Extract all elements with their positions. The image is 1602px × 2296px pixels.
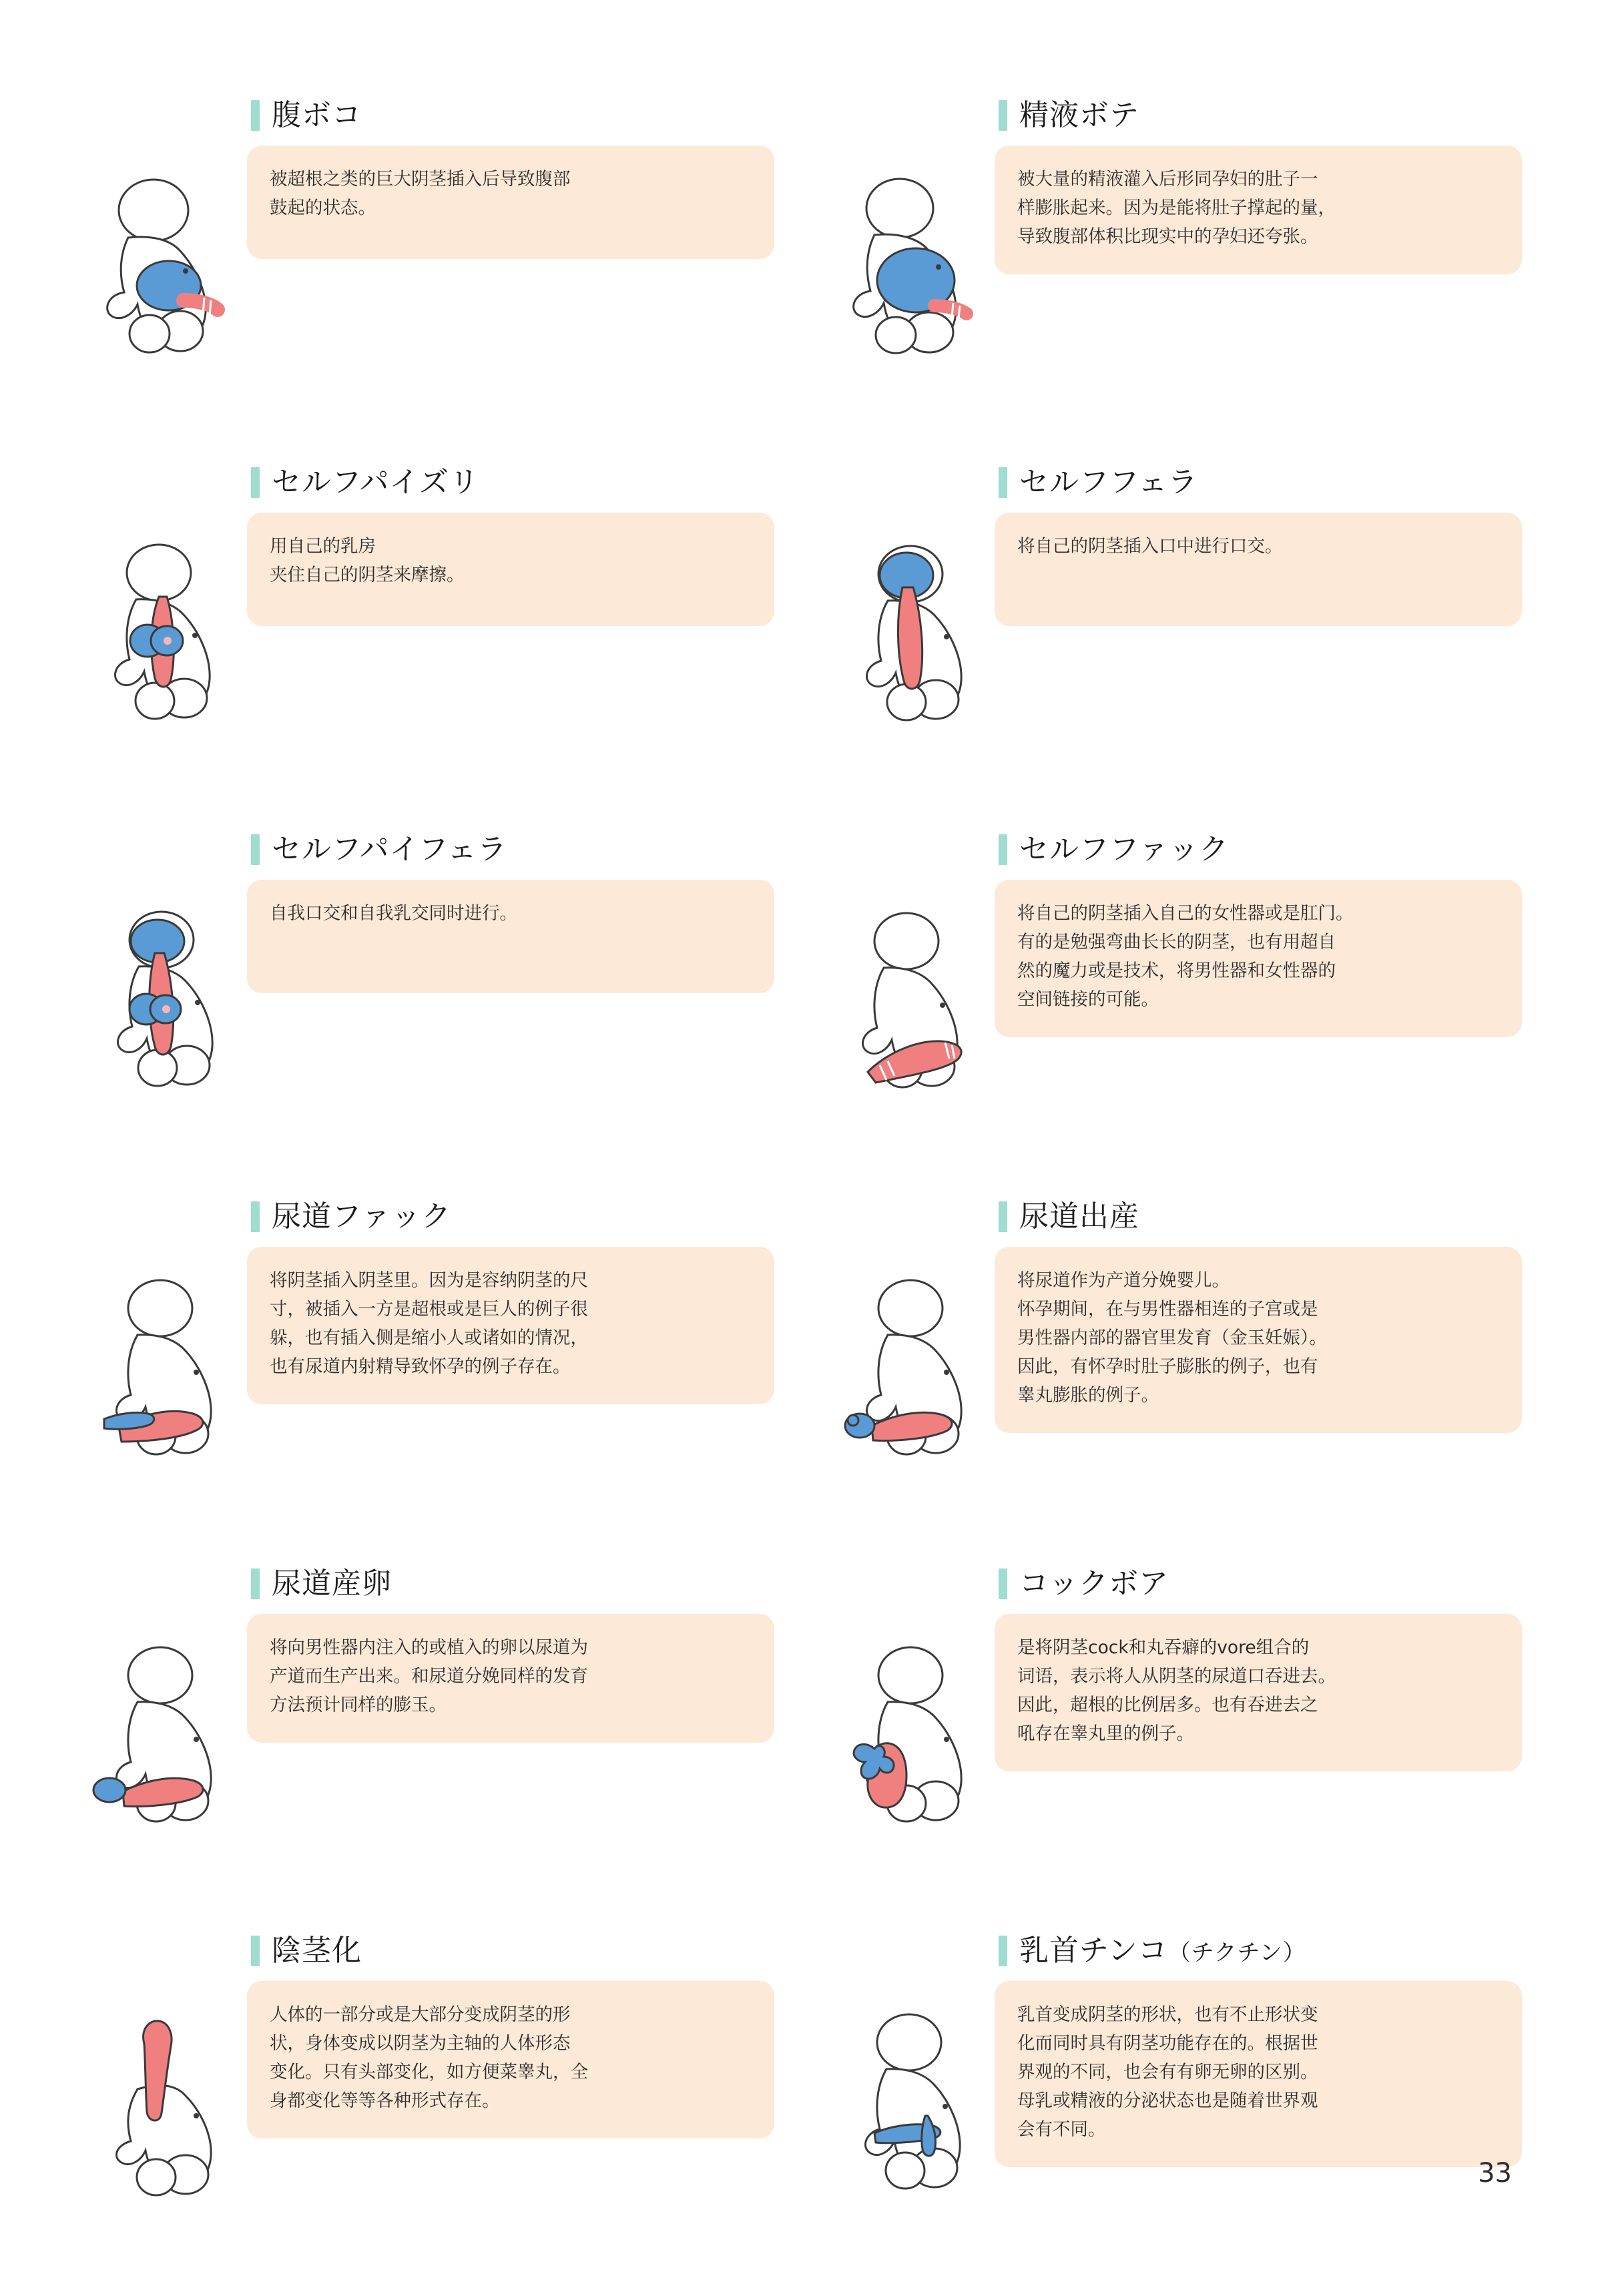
urethra-oviposition-figure: [80, 1642, 247, 1929]
title-label: 尿道出産: [1019, 1199, 1139, 1233]
entry-nyoudou-shussan: [828, 1201, 1522, 1562]
entry-grid: [80, 100, 1522, 2296]
entry-nyoudou-fuck: [80, 1201, 774, 1562]
cum-inflation-figure: [828, 174, 995, 461]
entry-text: [247, 1568, 774, 1743]
desc-line: 化而同时具有阴茎功能存在的。根据世: [1017, 2032, 1318, 2054]
desc-line: 将自己的阴茎插入自己的女性器或是肛门。: [1017, 903, 1354, 924]
desc-line: 将自己的阴茎插入口中进行口交。: [1017, 536, 1283, 557]
desc-line: 鼓起的状态。: [270, 197, 376, 218]
urethra-birth-figure: [828, 1275, 995, 1562]
desc-line: 词语，表示将人从阴茎的尿道口吞进去。: [1017, 1665, 1336, 1687]
urethra-fuck-figure: [80, 1275, 247, 1562]
entry-self-fella: [828, 467, 1522, 828]
title-accent-bar: [251, 1568, 260, 1599]
title-accent-bar: [251, 100, 260, 131]
penis-shape: [898, 587, 922, 689]
entry-description: [247, 880, 774, 993]
entry-chikuchin: [828, 1936, 1522, 2296]
desc-line: 被大量的精液灌入后形同孕妇的肚子一: [1017, 169, 1318, 190]
title-accent-bar: [999, 467, 1007, 498]
entry-text: [995, 1568, 1522, 1771]
entry-title: [247, 467, 774, 498]
self-paifella-figure: [80, 908, 247, 1195]
entry-inkeika: [80, 1936, 774, 2296]
cock-vore-figure: [828, 1642, 995, 1929]
entry-description: [247, 1614, 774, 1743]
entry-description: [247, 1247, 774, 1404]
title-label: 精液ボテ: [1019, 98, 1139, 132]
entry-title: [995, 834, 1522, 865]
entry-hara-boko: [80, 100, 774, 461]
entry-self-paifella: [80, 834, 774, 1195]
title-accent-bar: [999, 1568, 1007, 1599]
desc-line: 被超根之类的巨大阴茎插入后导致腹部: [270, 169, 571, 190]
desc-line: 身都变化等等各种形式存在。: [270, 2090, 500, 2111]
title-accent-bar: [999, 834, 1007, 865]
desc-line: 将阴茎插入阴茎里。因为是容纳阴茎的尺: [270, 1270, 588, 1291]
entry-description: [995, 146, 1522, 274]
desc-line: 产道而生产出来。和尿道分娩同样的发育: [270, 1665, 588, 1687]
entry-title: [247, 1936, 774, 1966]
title-accent-bar: [999, 100, 1007, 131]
entry-text: [247, 1201, 774, 1404]
desc-line: 躲，也有插入侧是缩小人或诸如的情况，: [270, 1327, 588, 1348]
self-paizuri-figure: [80, 541, 247, 828]
title-label: 腹ボコ: [272, 98, 362, 132]
desc-line: 将尿道作为产道分娩婴儿。: [1017, 1270, 1230, 1291]
entry-title: [995, 1568, 1522, 1599]
entry-description: [995, 1614, 1522, 1771]
entry-text: [995, 1201, 1522, 1433]
desc-line: 因此，超根的比例居多。也有吞进去之: [1017, 1694, 1318, 1715]
desc-line: 男性器内部的器官里发育（金玉妊娠）。: [1017, 1327, 1327, 1348]
desc-line: 会有不同。: [1017, 2118, 1106, 2140]
desc-line: 是将阴茎cock和丸吞癖的vore组合的: [1017, 1637, 1310, 1658]
desc-line: 因此，有怀孕时肚子膨胀的例子，也有: [1017, 1356, 1318, 1377]
title-accent-bar: [999, 1201, 1007, 1232]
entry-self-fuck: [828, 834, 1522, 1195]
desc-line: 怀孕期间，在与男性器相连的子宫或是: [1017, 1298, 1318, 1320]
entry-description: [995, 1981, 1522, 2167]
desc-line: 导致腹部体积比现实中的孕妇还夸张。: [1017, 226, 1318, 247]
title-subtitle: （チクチン）: [1167, 1940, 1306, 1966]
penis-transformation-figure: [80, 2009, 247, 2296]
entry-description: [995, 1247, 1522, 1433]
entry-title: [995, 1936, 1522, 1966]
desc-line: 用自己的乳房: [270, 536, 376, 557]
entry-text: [247, 467, 774, 626]
entry-text: [247, 1936, 774, 2138]
desc-line: 空间链接的可能。: [1017, 988, 1159, 1010]
desc-line: 寸，被插入一方是超根或是巨人的例子很: [270, 1298, 588, 1320]
desc-line: 自我口交和自我乳交同时进行。: [270, 903, 517, 924]
entry-text: [995, 1936, 1522, 2167]
desc-line: 方法预计同样的膨玉。: [270, 1694, 447, 1715]
desc-line: 人体的一部分或是大部分变成阴茎的形: [270, 2004, 571, 2025]
desc-line: 有的是勉强弯曲长长的阴茎，也有用超自: [1017, 931, 1336, 952]
title-accent-bar: [251, 1936, 260, 1966]
nipple-penis-figure: [828, 2009, 995, 2296]
page-number: 33: [1478, 2158, 1512, 2189]
title-label: セルフファック: [1019, 832, 1230, 866]
entry-self-paizuri: [80, 467, 774, 828]
entry-cock-vore: [828, 1568, 1522, 1929]
entry-description: [995, 513, 1522, 626]
title-label: 尿道ファック: [272, 1199, 452, 1233]
entry-text: [995, 467, 1522, 626]
desc-line: 将向男性器内注入的或植入的卵以尿道为: [270, 1637, 588, 1658]
entry-nyoudou-sanran: [80, 1568, 774, 1929]
title-label: セルフフェラ: [1019, 465, 1198, 499]
entry-title: [995, 100, 1522, 131]
self-fellatio-figure: [828, 541, 995, 828]
desc-line: 状，身体变成以阴茎为主轴的人体形态: [270, 2032, 571, 2054]
entry-text: [247, 834, 774, 993]
desc-line: 样膨胀起来。因为是能将肚子撑起的量，: [1017, 197, 1336, 218]
desc-line: 吼存在睾丸里的例子。: [1017, 1723, 1194, 1744]
entry-description: [247, 513, 774, 626]
desc-line: 乳首变成阴茎的形状，也有不止形状变: [1017, 2004, 1318, 2025]
desc-line: 界观的不同，也会有有卵无卵的区别。: [1017, 2061, 1318, 2082]
title-label: 尿道産卵: [272, 1566, 392, 1601]
desc-line: 然的魔力或是技术，将男性器和女性器的: [1017, 960, 1336, 981]
desc-line: 变化。只有头部变化，如方便菜睾丸，全: [270, 2061, 588, 2082]
desc-line: 母乳或精液的分泌状态也是随着世界观: [1017, 2090, 1318, 2111]
title-accent-bar: [999, 1936, 1007, 1966]
entry-title: [247, 100, 774, 131]
entry-text: [247, 100, 774, 259]
title-accent-bar: [251, 834, 260, 865]
desc-line: 夹住自己的阴茎来摩擦。: [270, 564, 465, 585]
desc-line: 睾丸膨胀的例子。: [1017, 1384, 1159, 1406]
inserted-penis-shape: [104, 1412, 154, 1429]
entry-title: [995, 1201, 1522, 1232]
egg-shape: [93, 1778, 125, 1802]
title-accent-bar: [251, 1201, 260, 1232]
desc-line: 也有尿道内射精导致怀孕的例子存在。: [270, 1356, 571, 1377]
title-label: コックボア: [1019, 1566, 1169, 1601]
baby-shape: [845, 1414, 874, 1438]
entry-description: [995, 880, 1522, 1037]
title-label: セルフパイフェラ: [272, 832, 507, 866]
title-main: 乳首チンコ: [1019, 1934, 1168, 1968]
title-label: [1019, 1936, 1306, 1966]
title-label: セルフパイズリ: [272, 465, 480, 499]
entry-description: [247, 1981, 774, 2138]
title-accent-bar: [251, 467, 260, 498]
entry-text: [995, 100, 1522, 274]
entry-text: [995, 834, 1522, 1037]
belly-bulge-figure: [80, 174, 247, 461]
entry-title: [247, 834, 774, 865]
entry-title: [247, 1568, 774, 1599]
title-label: 陰茎化: [272, 1934, 362, 1968]
entry-description: [247, 146, 774, 259]
entry-seieki-bote: [828, 100, 1522, 461]
entry-title: [247, 1201, 774, 1232]
entry-title: [995, 467, 1522, 498]
self-fuck-figure: [828, 908, 995, 1195]
